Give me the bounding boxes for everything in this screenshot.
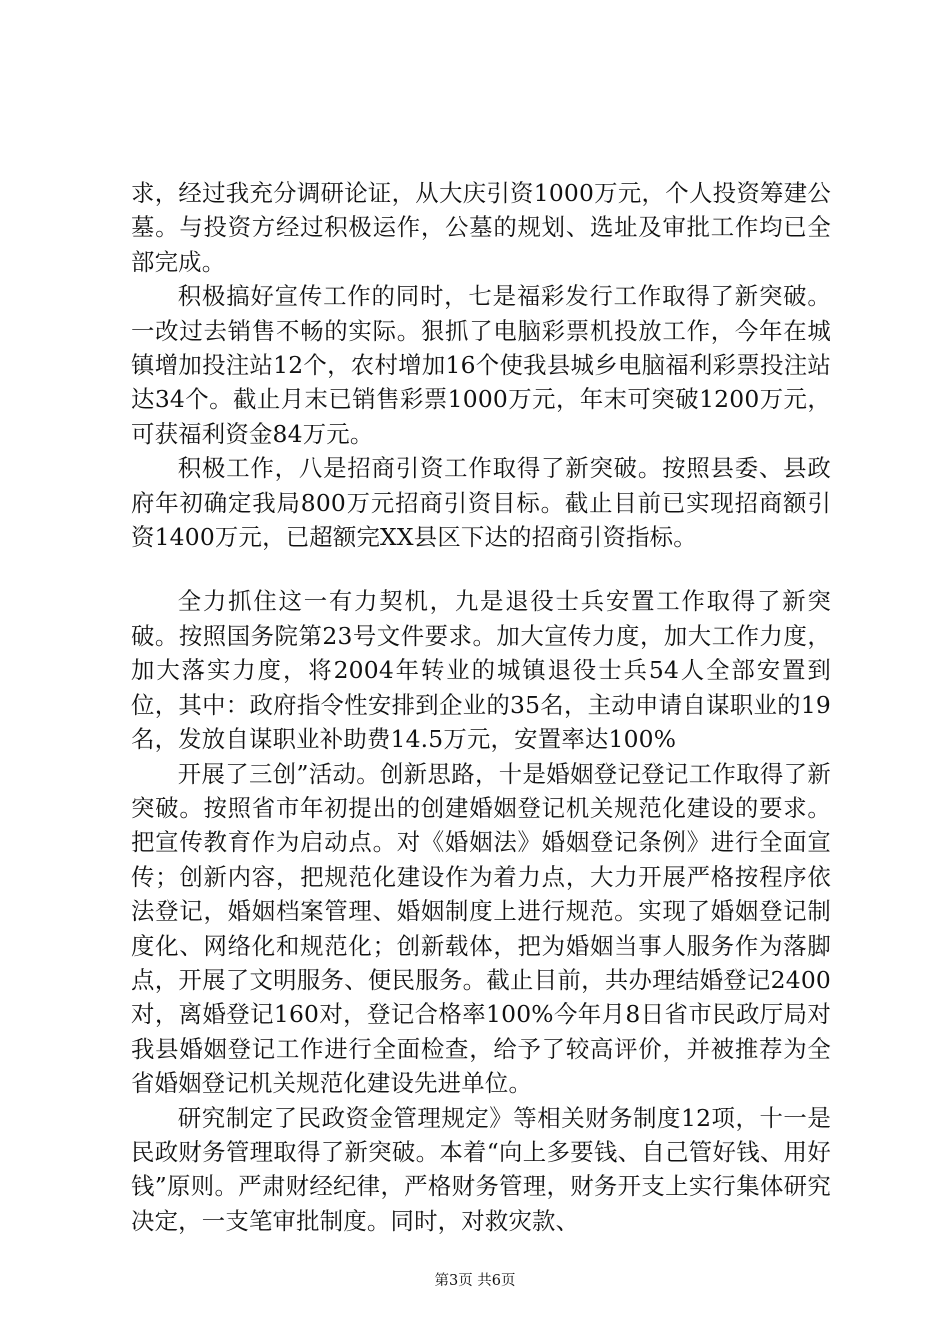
page-footer: 第3页 共6页	[434, 1273, 516, 1289]
paragraph-marriage: 开展了三创”活动。创新思路，十是婚姻登记登记工作取得了新突破。按照省市年初提出的创建婚姻登记机关规范化建设的要求。把宣传教育作为启动点。对《婚姻法》婚姻登记条例》进行全面宣传；创新内容，把规范化建设作为着力点，大力开展严格按程序依法登记，婚姻档案管理、婚姻制度上进行规范。实现了婚姻登记制度化、网络化和规范化；创新载体，把为婚姻当事人服务作为落脚点，开展了文明服务、便民服务。截止目前，共办理结婚登记2400对，离婚登记160对，登记合格率100%今年月8日省市民政厅局对我县婚姻登记工作进行全面检查，给予了较高评价，并被推荐为全省婚姻登记机关规范化建设先进单位。	[131, 759, 831, 1098]
paragraph-lottery: 积极搞好宣传工作的同时，七是福彩发行工作取得了新突破。一改过去销售不畅的实际。狠抓了电脑彩票机投放工作，今年在城镇增加投注站12个，农村增加16个使我县城乡电脑福利彩票投注站达34个。截止月末已销售彩票1000万元，年末可突破1200万元，可获福利资金84万元。	[131, 282, 831, 448]
paragraph-investment: 积极工作，八是招商引资工作取得了新突破。按照县委、县政府年初确定我局800万元招商引资目标。截止目前已实现招商额引资1400万元，已超额完XX县区下达的招商引资指标。	[131, 454, 831, 552]
paragraph-finance: 研究制定了民政资金管理规定》等相关财务制度12项，十一是民政财务管理取得了新突破。本着“向上多要钱、自己管好钱、用好钱”原则。严肃财经纪律，严格财务管理，财务开支上实行集体研究决定，一支笔审批制度。同时，对救灾款、	[131, 1103, 831, 1235]
paragraph-veterans: 全力抓住这一有力契机，九是退役士兵安置工作取得了新突破。按照国务院第23号文件要求。加大宣传力度，加大工作力度，加大落实力度，将2004年转业的城镇退役士兵54人全部安置到位，其中：政府指令性安排到企业的35名，主动申请自谋职业的19名，发放自谋职业补助费14.5万元，安置率达100%	[131, 587, 831, 754]
paragraph-continuation: 求，经过我充分调研论证，从大庆引资1000万元，个人投资筹建公墓。与投资方经过积极运作，公墓的规划、选址及审批工作均已全部完成。	[131, 179, 831, 276]
document-body	[131, 176, 831, 1238]
